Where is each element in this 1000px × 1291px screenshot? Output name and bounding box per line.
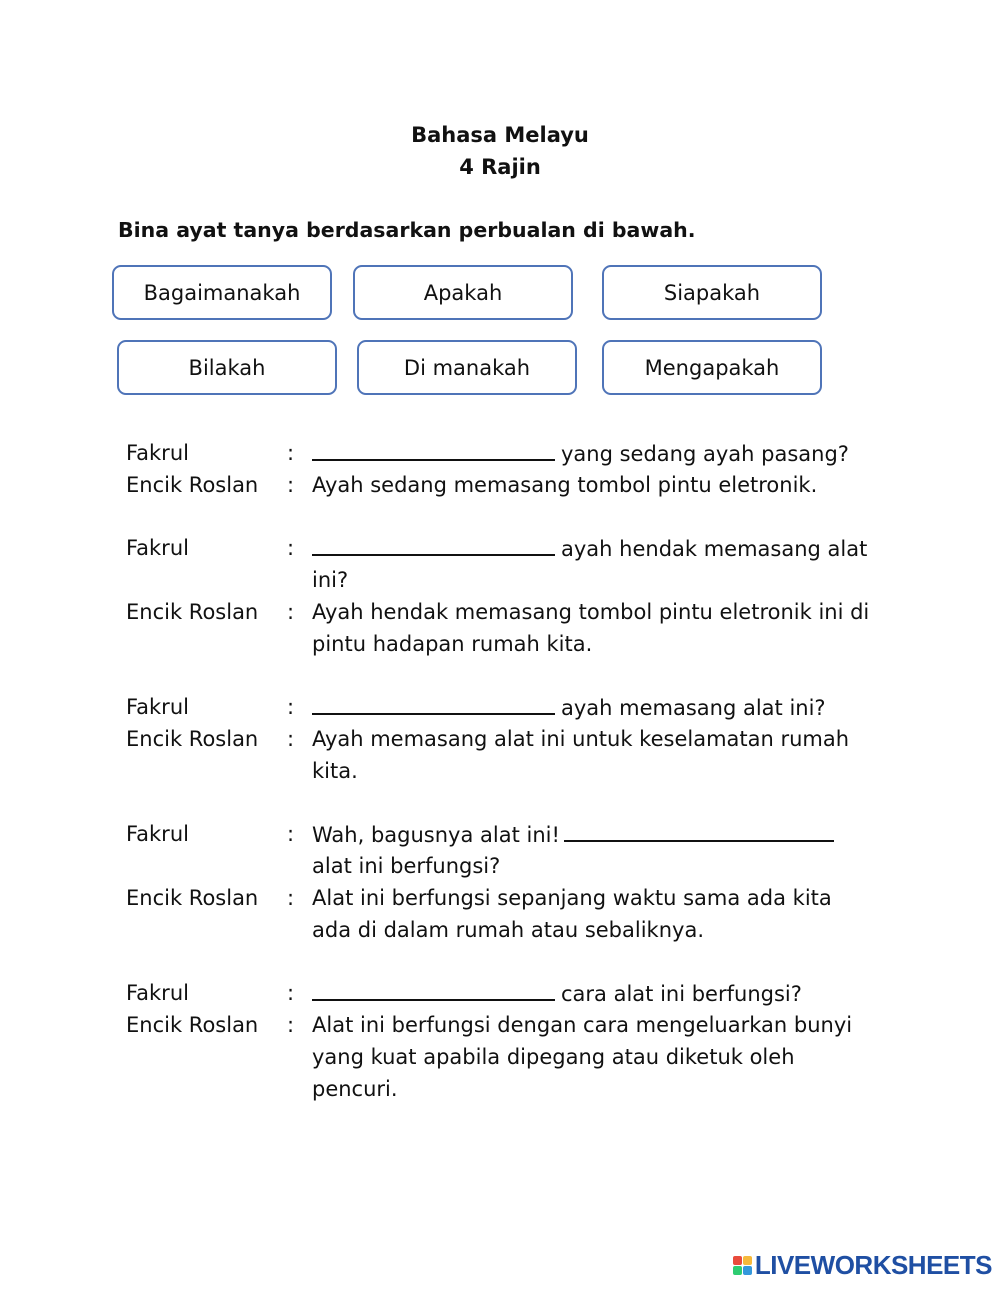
speaker-separator: : — [287, 822, 295, 846]
speaker-name: Encik Roslan — [126, 727, 259, 751]
question-text: ayah memasang alat ini? — [561, 696, 826, 720]
answer-text: Ayah sedang memasang tombol pintu eletronik. — [312, 473, 818, 497]
speaker-name: Encik Roslan — [126, 886, 259, 910]
question-text: alat ini berfungsi? — [312, 854, 501, 878]
instruction-text: Bina ayat tanya berdasarkan perbualan di bawah. — [118, 218, 696, 242]
subject-title: Bahasa Melayu — [411, 123, 589, 147]
speaker-separator: : — [287, 473, 295, 497]
speaker-name: Fakrul — [126, 822, 189, 846]
answer-blank-1[interactable] — [312, 437, 555, 461]
answer-text: Alat ini berfungsi dengan cara mengeluarkan bunyi — [312, 1013, 853, 1037]
speaker-separator: : — [287, 600, 295, 624]
answer-blank-5[interactable] — [312, 977, 555, 1001]
question-text: ini? — [312, 568, 349, 592]
speaker-separator: : — [287, 695, 295, 719]
answer-text: Ayah memasang alat ini untuk keselamatan rumah — [312, 727, 850, 751]
liveworksheets-brand[interactable] — [733, 1250, 992, 1281]
answer-text: ada di dalam rumah atau sebaliknya. — [312, 918, 704, 942]
answer-blank-2[interactable] — [312, 532, 555, 556]
speaker-separator: : — [287, 441, 295, 465]
speaker-separator: : — [287, 886, 295, 910]
question-text: yang sedang ayah pasang? — [561, 442, 849, 466]
word-bank-item-apakah[interactable]: Apakah — [353, 265, 573, 320]
word-bank-item-di-manakah[interactable]: Di manakah — [357, 340, 577, 395]
class-title: 4 Rajin — [459, 155, 541, 179]
speaker-name: Fakrul — [126, 441, 189, 465]
speaker-separator: : — [287, 727, 295, 751]
question-prefix: Wah, bagusnya alat ini! — [312, 823, 560, 847]
answer-blank-4[interactable] — [564, 818, 834, 842]
answer-text: Alat ini berfungsi sepanjang waktu sama ada kita — [312, 886, 832, 910]
speaker-name: Fakrul — [126, 536, 189, 560]
speaker-name: Encik Roslan — [126, 1013, 259, 1037]
speaker-name: Fakrul — [126, 981, 189, 1005]
brand-text: LIVEWORKSHEETS — [754, 1250, 992, 1280]
word-bank-item-siapakah[interactable]: Siapakah — [602, 265, 822, 320]
word-bank-item-mengapakah[interactable]: Mengapakah — [602, 340, 822, 395]
question-text: ayah hendak memasang alat — [561, 537, 868, 561]
word-bank-item-bilakah[interactable]: Bilakah — [117, 340, 337, 395]
speaker-separator: : — [287, 981, 295, 1005]
answer-text: Ayah hendak memasang tombol pintu eletronik ini di — [312, 600, 870, 624]
answer-text: pencuri. — [312, 1077, 398, 1101]
speaker-name: Fakrul — [126, 695, 189, 719]
liveworksheets-logo-icon — [733, 1256, 752, 1275]
answer-text: yang kuat apabila dipegang atau diketuk oleh — [312, 1045, 795, 1069]
speaker-name: Encik Roslan — [126, 473, 259, 497]
answer-text: kita. — [312, 759, 358, 783]
question-text: cara alat ini berfungsi? — [561, 982, 802, 1006]
answer-text: pintu hadapan rumah kita. — [312, 632, 593, 656]
word-bank-item-bagaimanakah[interactable]: Bagaimanakah — [112, 265, 332, 320]
speaker-name: Encik Roslan — [126, 600, 259, 624]
speaker-separator: : — [287, 1013, 295, 1037]
answer-blank-3[interactable] — [312, 691, 555, 715]
speaker-separator: : — [287, 536, 295, 560]
